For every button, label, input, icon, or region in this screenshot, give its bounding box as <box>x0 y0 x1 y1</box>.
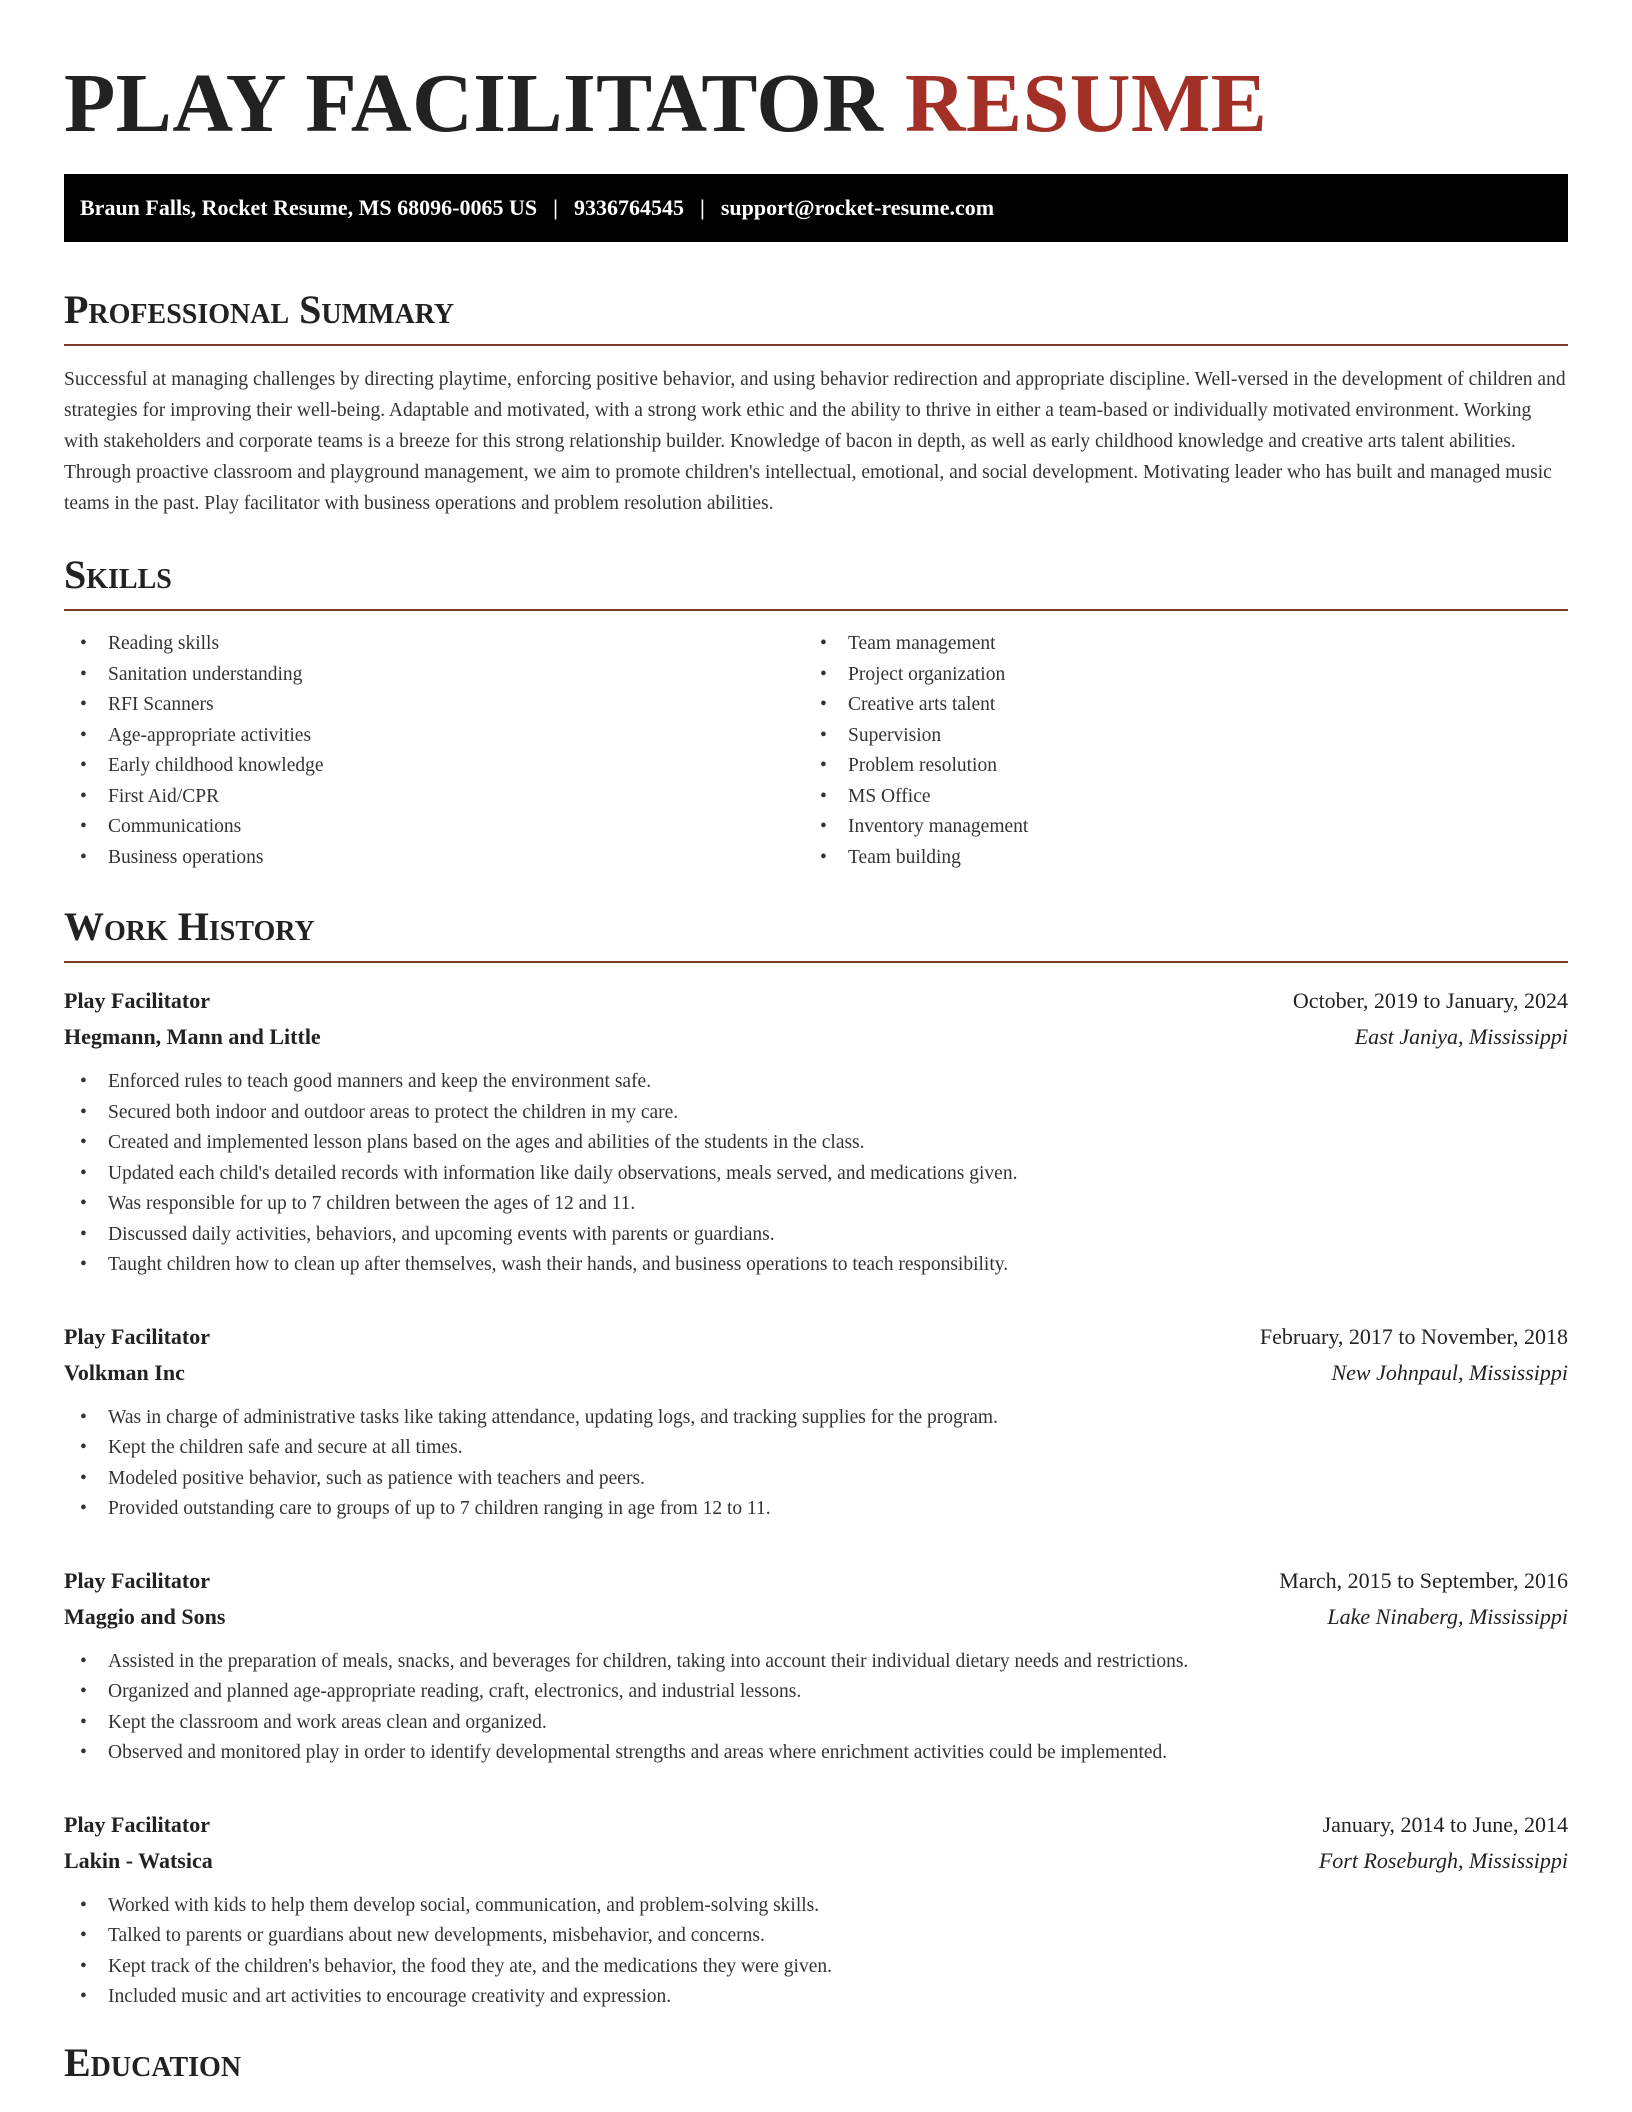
job-dates: March, 2015 to September, 2016 <box>1279 1567 1568 1593</box>
skill-item: • Sanitation understanding <box>64 660 804 691</box>
summary-section <box>64 288 1568 519</box>
job-bullet: • Kept track of the children's behavior, the food they ate, and the medications they were given. <box>64 1952 1568 1983</box>
work-history-section <box>64 905 1568 2013</box>
job-bullet: • Enforced rules to teach good manners and keep the environment safe. <box>64 1067 1568 1098</box>
skill-item: • Reading skills <box>64 629 804 660</box>
job-bullet: • Assisted in the preparation of meals, snacks, and beverages for children, taking into account their individual dietary needs and restrictions. <box>64 1647 1568 1678</box>
job-bullet: • Organized and planned age-appropriate reading, craft, electronics, and industrial lessons. <box>64 1677 1568 1708</box>
job-bullet: • Was responsible for up to 7 children between the ages of 12 and 11. <box>64 1189 1568 1220</box>
job-entry <box>64 983 1568 1281</box>
skill-item: • MS Office <box>804 782 1544 813</box>
skill-item: • Problem resolution <box>804 751 1544 782</box>
education-heading: Education <box>64 2039 242 2085</box>
summary-text: Successful at managing challenges by directing playtime, enforcing positive behavior, and using behavior redirection and appropriate discipline. Well-versed in the development of children and strategies for improving their well-being. Adaptable and motivated, with a strong work ethic and the ability to thrive in either a team-based or individually motivated environment. Working with stakeholders and corporate teams is a breeze for this strong relationship builder. Knowledge of bacon in depth, as well as early childhood knowledge and creative arts talent abilities. Through proactive classroom and playground management, we aim to promote children's intellectual, emotional, and social development. Motivating leader who has built and managed music teams in the past. Play facilitator with business operations and problem resolution abilities. <box>64 369 1566 514</box>
contact-email: support@rocket-resume.com <box>720 195 995 220</box>
job-bullets <box>64 1403 1568 1525</box>
job-bullet: • Taught children how to clean up after themselves, wash their hands, and business operations to teach responsibility. <box>64 1250 1568 1281</box>
job-entry <box>64 1319 1568 1525</box>
contact-phone: 9336764545 <box>573 195 684 220</box>
job-company-row <box>64 1843 1568 1879</box>
title-accent: RESUME <box>904 57 1268 150</box>
job-bullets <box>64 1891 1568 2013</box>
job-header-row <box>64 983 1568 1019</box>
skills-columns <box>64 629 1568 873</box>
skill-item: • Supervision <box>804 721 1544 752</box>
job-bullets <box>64 1067 1568 1281</box>
job-bullet: • Created and implemented lesson plans based on the ages and abilities of the students in the class. <box>64 1128 1568 1159</box>
job-bullets <box>64 1647 1568 1769</box>
job-company-row <box>64 1019 1568 1055</box>
job-header-row <box>64 1319 1568 1355</box>
job-entry <box>64 1563 1568 1769</box>
skill-item: • Team building <box>804 843 1544 874</box>
job-dates: January, 2014 to June, 2014 <box>1322 1811 1568 1837</box>
job-location: Lake Ninaberg, Mississippi <box>1327 1603 1568 1629</box>
job-company-row <box>64 1599 1568 1635</box>
job-role: Play Facilitator <box>64 1811 211 1837</box>
job-header-row <box>64 1563 1568 1599</box>
job-dates: February, 2017 to November, 2018 <box>1259 1323 1568 1349</box>
section-divider <box>64 961 1568 963</box>
work-history-heading: Work History <box>64 904 315 949</box>
job-bullet: • Kept the children safe and secure at all times. <box>64 1433 1568 1464</box>
job-location: East Janiya, Mississippi <box>1354 1024 1568 1049</box>
job-bullet: • Included music and art activities to encourage creativity and expression. <box>64 1982 1568 2013</box>
job-bullet: • Worked with kids to help them develop social, communication, and problem-solving skills. <box>64 1891 1568 1922</box>
skill-item: • Communications <box>64 812 804 843</box>
skill-item: • RFI Scanners <box>64 690 804 721</box>
job-bullet: • Talked to parents or guardians about new developments, misbehavior, and concerns. <box>64 1921 1568 1952</box>
contact-separator: | <box>553 195 558 220</box>
job-company: Volkman Inc <box>64 1359 185 1385</box>
contact-bar <box>64 174 1568 242</box>
job-bullet: • Secured both indoor and outdoor areas to protect the children in my care. <box>64 1098 1568 1129</box>
skill-item: • Project organization <box>804 660 1544 691</box>
resume-title <box>64 58 1568 150</box>
skill-item: • Business operations <box>64 843 804 874</box>
job-bullet: • Discussed daily activities, behaviors, and upcoming events with parents or guardians. <box>64 1220 1568 1251</box>
skill-item: • Early childhood knowledge <box>64 751 804 782</box>
skill-item: • Creative arts talent <box>804 690 1544 721</box>
job-role: Play Facilitator <box>64 1567 211 1593</box>
skill-item: • Team management <box>804 629 1544 660</box>
section-divider <box>64 344 1568 346</box>
skill-item: • First Aid/CPR <box>64 782 804 813</box>
job-bullet: • Observed and monitored play in order to identify developmental strengths and areas where enrichment activities could be implemented. <box>64 1738 1568 1769</box>
skills-section <box>64 553 1568 873</box>
skill-item: • Age-appropriate activities <box>64 721 804 752</box>
job-bullet: • Provided outstanding care to groups of up to 7 children ranging in age from 12 to 11. <box>64 1494 1568 1525</box>
summary-heading: Professional Summary <box>64 287 455 332</box>
job-header-row <box>64 1807 1568 1843</box>
job-company: Maggio and Sons <box>64 1603 226 1629</box>
education-section <box>64 2041 1568 2085</box>
job-bullet: • Was in charge of administrative tasks like taking attendance, updating logs, and tracking supplies for the program. <box>64 1403 1568 1434</box>
job-bullet: • Modeled positive behavior, such as patience with teachers and peers. <box>64 1464 1568 1495</box>
job-role: Play Facilitator <box>64 988 211 1013</box>
skills-right-column <box>804 629 1544 873</box>
skill-item: • Inventory management <box>804 812 1544 843</box>
job-bullet: • Kept the classroom and work areas clean and organized. <box>64 1708 1568 1739</box>
job-location: Fort Roseburgh, Mississippi <box>1318 1847 1568 1873</box>
job-dates: October, 2019 to January, 2024 <box>1292 988 1568 1013</box>
job-company-row <box>64 1355 1568 1391</box>
contact-address: Braun Falls, Rocket Resume, MS 68096-0065 US <box>80 195 538 220</box>
job-entry <box>64 1807 1568 2013</box>
title-main: PLAY FACILITATOR <box>64 57 884 150</box>
job-role: Play Facilitator <box>64 1323 211 1349</box>
skills-left-column <box>64 629 804 873</box>
skills-heading: Skills <box>64 552 172 597</box>
section-divider <box>64 609 1568 611</box>
job-company: Hegmann, Mann and Little <box>64 1024 321 1049</box>
job-location: New Johnpaul, Mississippi <box>1331 1359 1568 1385</box>
job-bullet: • Updated each child's detailed records with information like daily observations, meals served, and medications given. <box>64 1159 1568 1190</box>
job-company: Lakin - Watsica <box>64 1847 213 1873</box>
contact-separator: | <box>699 195 705 220</box>
